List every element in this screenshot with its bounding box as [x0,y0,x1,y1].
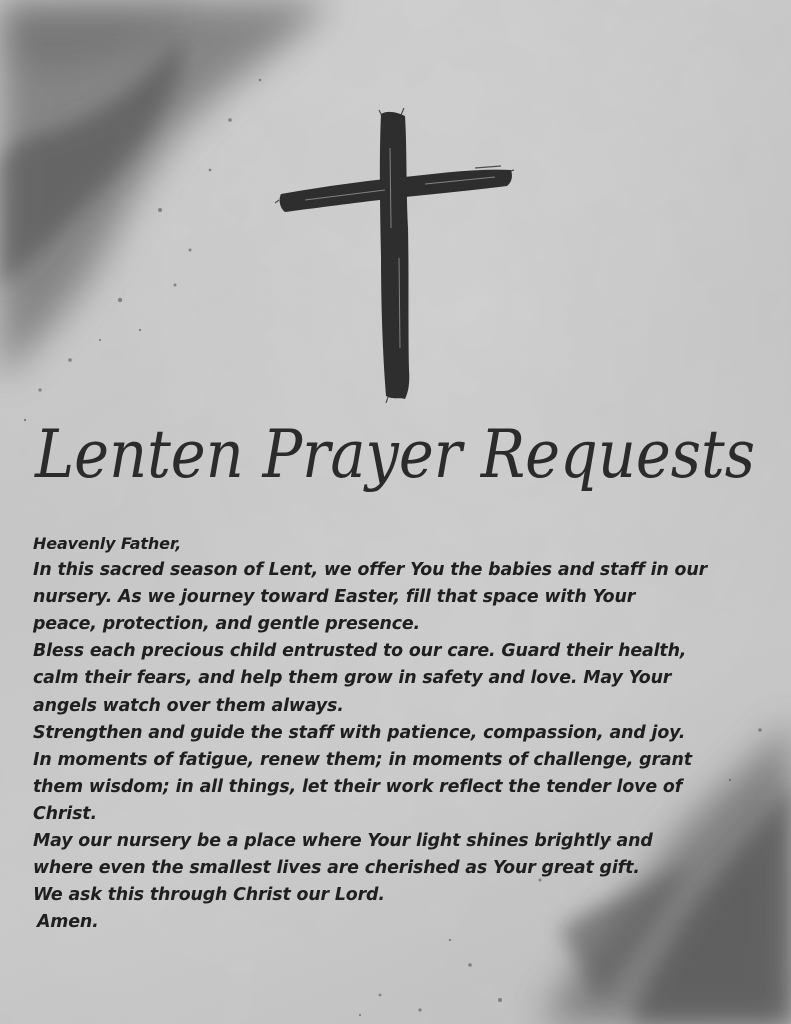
prayer-line: We ask this through Christ our Lord. [33,885,385,906]
prayer-line: May our nursery be a place where Your light shines brightly and [33,831,653,852]
prayer-line: Bless each precious child entrusted to our care. Guard their health, [33,641,687,662]
prayer-line: In this sacred season of Lent, we offer You the babies and staff in our [33,560,707,581]
prayer-body [33,530,753,936]
prayer-line: where even the smallest lives are cherished as Your great gift. [33,858,640,879]
prayer-line: Strengthen and guide the staff with patience, compassion, and joy. [33,722,686,743]
prayer-closing: Amen. [37,912,99,933]
prayer-line: nursery. As we journey toward Easter, fill that space with Your [33,587,636,608]
prayer-line: peace, protection, and gentle presence. [33,614,420,635]
prayer-line: Christ. [33,803,97,824]
prayer-line: them wisdom; in all things, let their work reflect the tender love of [33,776,683,797]
prayer-salutation: Heavenly Father, [33,534,182,553]
prayer-line: In moments of fatigue, renew them; in moments of challenge, grant [33,749,692,770]
prayer-line: calm their fears, and help them grow in safety and love. May Your [33,668,672,689]
prayer-line: angels watch over them always. [33,695,344,716]
page-title [20,405,770,520]
cross-icon [275,108,515,403]
page-title-text: Lenten Prayer Requests [34,416,755,493]
